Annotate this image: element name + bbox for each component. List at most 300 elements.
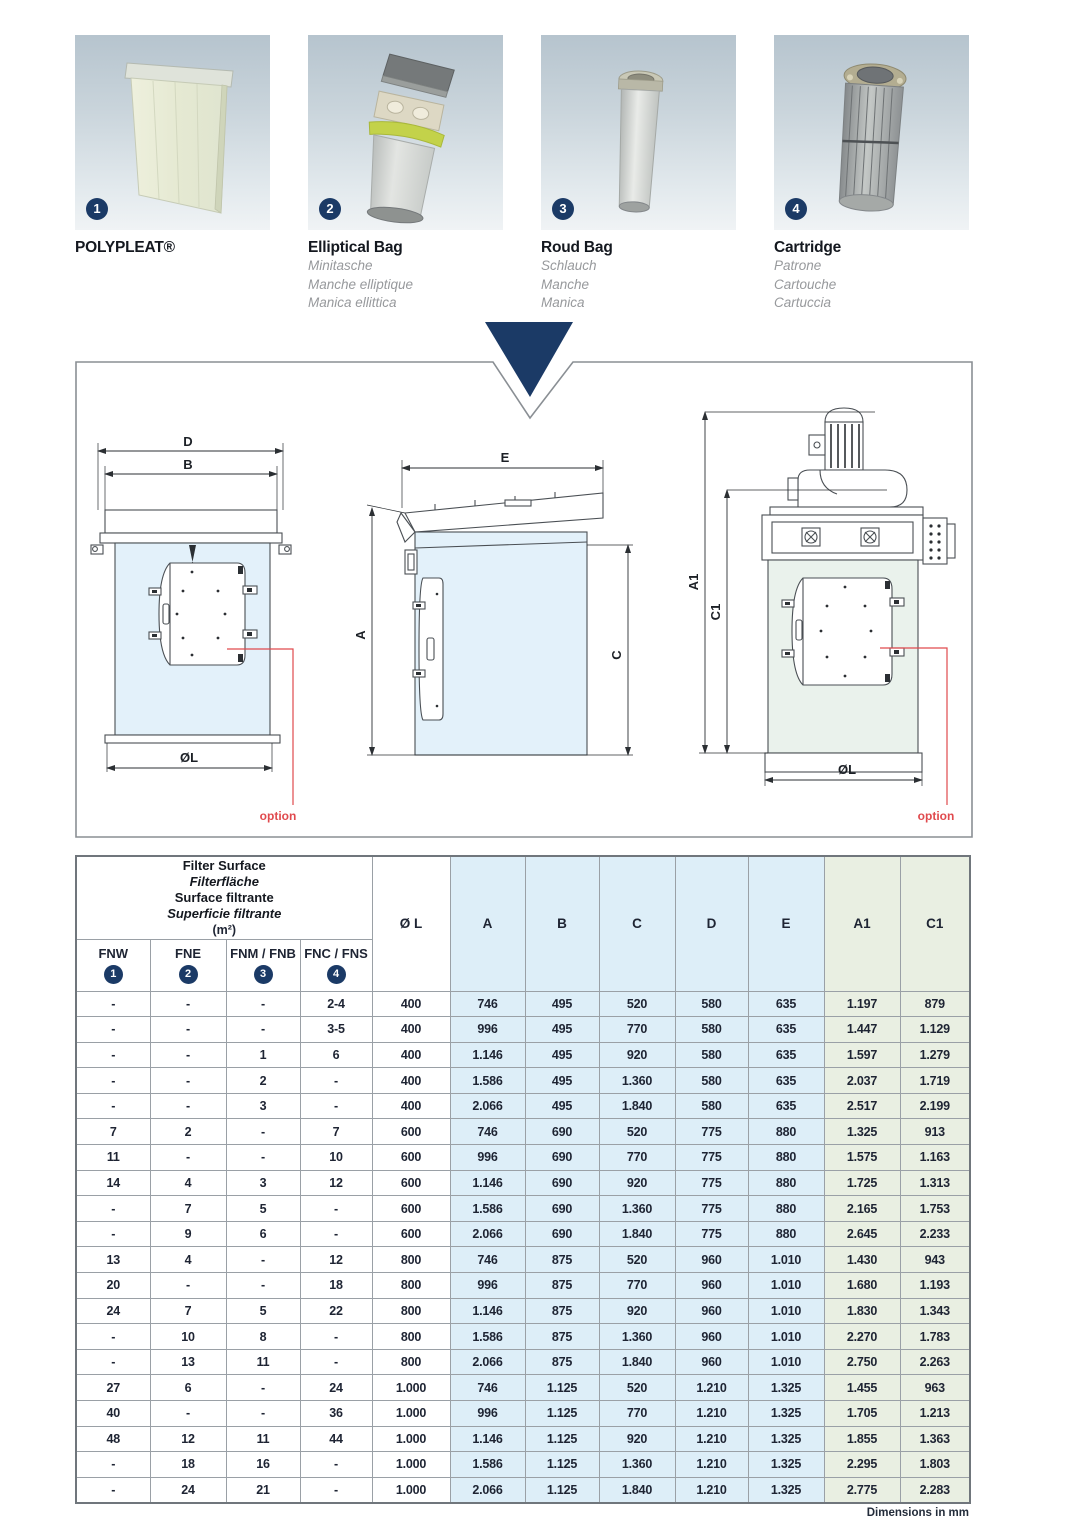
table-cell: 1.803 [900,1452,970,1478]
product-subtitle: Minitasche [308,258,373,273]
table-cell: 690 [525,1221,599,1247]
model-label: FNC / FNS [304,946,368,961]
product-badge-3: 3 [552,198,574,220]
table-cell: 1.210 [675,1452,748,1478]
col-header-diameter: Ø L [372,856,450,991]
product-card-elliptical-bag [308,35,503,313]
table-cell: - [226,1401,300,1427]
table-cell: 2-4 [300,991,372,1017]
table-cell: 690 [525,1170,599,1196]
table-cell: 1.000 [372,1452,450,1478]
table-cell: 2.165 [824,1196,900,1222]
table-cell: 770 [599,1145,675,1171]
table-cell: 2.233 [900,1221,970,1247]
table-cell: 1.210 [675,1426,748,1452]
table-cell: 1.325 [824,1119,900,1145]
header-unit: (m²) [212,923,237,938]
table-cell: 1.586 [450,1196,525,1222]
table-cell: 11 [76,1145,150,1171]
table-cell: 400 [372,1017,450,1043]
col-header-c: C [599,856,675,991]
col-header-e: E [748,856,824,991]
table-cell: 1.197 [824,991,900,1017]
product-image-round-bag [541,35,736,230]
table-cell: 400 [372,1068,450,1094]
table-cell: 875 [525,1298,599,1324]
table-cell: 746 [450,1247,525,1273]
table-cell: - [76,1093,150,1119]
table-cell: - [76,1196,150,1222]
table-cell: 2.066 [450,1477,525,1503]
table-cell: 1.363 [900,1426,970,1452]
table-cell: 996 [450,1273,525,1299]
table-cell: 7 [300,1119,372,1145]
dimension-table-section [75,855,969,1519]
table-cell: 520 [599,1247,675,1273]
table-row [76,1426,970,1452]
table-cell: 1.193 [900,1273,970,1299]
table-cell: 1.325 [748,1477,824,1503]
table-cell: 1.830 [824,1298,900,1324]
table-cell: 920 [599,1042,675,1068]
table-cell: 690 [525,1119,599,1145]
table-cell: - [76,1324,150,1350]
table-cell: 1.455 [824,1375,900,1401]
table-cell: 1.125 [525,1426,599,1452]
table-cell: - [150,991,226,1017]
table-cell: 963 [900,1375,970,1401]
table-cell: 880 [748,1196,824,1222]
table-cell: 1.313 [900,1170,970,1196]
table-cell: 996 [450,1145,525,1171]
table-cell: 1.360 [599,1452,675,1478]
table-cell: 1.010 [748,1349,824,1375]
product-title-cartridge: Cartridge [774,239,842,256]
table-cell: 746 [450,1119,525,1145]
table-cell: 36 [300,1401,372,1427]
table-cell: 775 [675,1221,748,1247]
table-cell: 1.343 [900,1298,970,1324]
table-cell: 520 [599,991,675,1017]
product-title-round-bag: Roud Bag [541,239,613,256]
table-cell: 1.855 [824,1426,900,1452]
col-header-fnm-fnb [226,939,300,991]
table-cell: 580 [675,1093,748,1119]
table-cell: 880 [748,1119,824,1145]
table-cell: 10 [300,1145,372,1171]
dimension-table [75,855,971,1504]
table-row [76,1119,970,1145]
table-cell: - [76,1477,150,1503]
filter-surface-header [76,856,372,939]
product-subtitle: Schlauch [541,258,597,273]
table-cell: 600 [372,1221,450,1247]
table-cell: 1.325 [748,1452,824,1478]
product-image-polypleat [75,35,270,230]
table-cell: 800 [372,1324,450,1350]
table-cell: - [150,1093,226,1119]
table-cell: 4 [150,1170,226,1196]
table-cell: 40 [76,1401,150,1427]
table-cell: 635 [748,1093,824,1119]
table-row [76,1247,970,1273]
table-cell: 1.360 [599,1324,675,1350]
table-row [76,1017,970,1043]
table-cell: 580 [675,991,748,1017]
product-title-elliptical-bag: Elliptical Bag [308,239,403,256]
table-cell: 495 [525,1042,599,1068]
col-header-c1: C1 [900,856,970,991]
table-cell: 1.000 [372,1426,450,1452]
table-cell: 1.586 [450,1452,525,1478]
table-cell: - [226,1119,300,1145]
dim-label-diameter-front: ØL [179,750,199,765]
table-cell: - [76,1349,150,1375]
table-cell: 875 [525,1247,599,1273]
model-label: FNW [98,946,129,961]
table-cell: 580 [675,1042,748,1068]
table-cell: 960 [675,1273,748,1299]
table-cell: 746 [450,991,525,1017]
table-cell: - [226,1145,300,1171]
table-cell: 960 [675,1324,748,1350]
table-cell: 2.066 [450,1093,525,1119]
table-cell: 3 [226,1093,300,1119]
table-cell: 7 [76,1119,150,1145]
table-cell: 1.000 [372,1401,450,1427]
col-header-fnw [76,939,150,991]
table-cell: 775 [675,1196,748,1222]
table-cell: 2 [226,1068,300,1094]
model-badge-4: 4 [327,965,346,984]
table-cell: - [300,1221,372,1247]
table-cell: 1.325 [748,1426,824,1452]
table-cell: 770 [599,1401,675,1427]
table-row [76,1196,970,1222]
table-row [76,1068,970,1094]
table-cell: 1.753 [900,1196,970,1222]
table-cell: - [150,1145,226,1171]
table-cell: 2.270 [824,1324,900,1350]
table-cell: 27 [76,1375,150,1401]
table-cell: - [226,1247,300,1273]
table-cell: 1.010 [748,1324,824,1350]
col-header-a1: A1 [824,856,900,991]
table-cell: - [150,1017,226,1043]
dim-label-a: A [353,630,368,640]
table-cell: 2.295 [824,1452,900,1478]
table-cell: 2.645 [824,1221,900,1247]
table-cell: 2.517 [824,1093,900,1119]
table-cell: 800 [372,1349,450,1375]
table-row [76,1221,970,1247]
table-cell: 1.325 [748,1375,824,1401]
table-row [76,1170,970,1196]
table-cell: 400 [372,1042,450,1068]
model-badge-3: 3 [254,965,273,984]
table-cell: 1.010 [748,1273,824,1299]
table-cell: 800 [372,1273,450,1299]
model-label: FNM / FNB [230,946,296,961]
table-cell: - [300,1093,372,1119]
table-cell: 690 [525,1145,599,1171]
product-card-cartridge [774,35,969,313]
table-cell: 1.430 [824,1247,900,1273]
dim-label-c: C [609,650,624,660]
table-cell: 1.125 [525,1477,599,1503]
table-cell: 1.010 [748,1247,824,1273]
table-cell: 1.125 [525,1375,599,1401]
table-cell: 2.775 [824,1477,900,1503]
table-cell: 1.586 [450,1324,525,1350]
table-cell: 880 [748,1221,824,1247]
table-cell: 1.146 [450,1042,525,1068]
table-cell: 1.146 [450,1170,525,1196]
table-cell: 775 [675,1119,748,1145]
table-cell: 960 [675,1298,748,1324]
table-cell: 1.840 [599,1221,675,1247]
header-line-fr: Surface filtrante [174,889,274,905]
table-cell: 5 [226,1298,300,1324]
product-subtitle: Cartouche [774,276,837,292]
table-cell: - [76,1221,150,1247]
table-cell: 913 [900,1119,970,1145]
table-cell: 775 [675,1170,748,1196]
table-cell: 2 [150,1119,226,1145]
table-cell: 1.680 [824,1273,900,1299]
table-cell: 635 [748,1068,824,1094]
table-row [76,1093,970,1119]
table-cell: 943 [900,1247,970,1273]
table-cell: 1.210 [675,1401,748,1427]
table-cell: 11 [226,1426,300,1452]
table-cell: 5 [226,1196,300,1222]
table-cell: 690 [525,1196,599,1222]
table-cell: 635 [748,1017,824,1043]
table-cell: 1.163 [900,1145,970,1171]
table-cell: 1.000 [372,1477,450,1503]
table-cell: 18 [150,1452,226,1478]
table-cell: 6 [150,1375,226,1401]
table-cell: 520 [599,1119,675,1145]
table-cell: - [150,1042,226,1068]
product-subtitle: Manica ellittica [308,295,397,311]
table-cell: 920 [599,1170,675,1196]
table-cell: 12 [150,1426,226,1452]
table-cell: 520 [599,1375,675,1401]
table-cell: 3-5 [300,1017,372,1043]
table-cell: 12 [300,1247,372,1273]
header-line-de: Filterfläche [189,873,259,889]
product-subtitle: Manche [541,276,590,292]
table-cell: 8 [226,1324,300,1350]
table-cell: 21 [226,1477,300,1503]
table-cell: 10 [150,1324,226,1350]
product-badge-1: 1 [86,198,108,220]
table-cell: 879 [900,991,970,1017]
table-row [76,1477,970,1503]
table-row [76,1298,970,1324]
option-label-left: option [259,809,297,823]
product-subtitle: Manche elliptique [308,276,414,292]
table-cell: - [300,1477,372,1503]
table-cell: 1.000 [372,1375,450,1401]
table-row [76,1349,970,1375]
table-cell: 13 [76,1247,150,1273]
model-badge-1: 1 [104,965,123,984]
col-header-d: D [675,856,748,991]
model-label: FNE [175,946,201,961]
product-subtitle: Cartuccia [774,295,832,311]
table-cell: 1.705 [824,1401,900,1427]
table-cell: 960 [675,1247,748,1273]
table-cell: 9 [150,1221,226,1247]
table-cell: 775 [675,1145,748,1171]
table-cell: - [226,1375,300,1401]
table-cell: 24 [150,1477,226,1503]
table-body [76,991,970,1503]
table-cell: 1.146 [450,1298,525,1324]
col-header-a: A [450,856,525,991]
table-cell: 3 [226,1170,300,1196]
product-image-cartridge [774,35,969,230]
table-cell: 580 [675,1068,748,1094]
table-cell: 920 [599,1426,675,1452]
table-cell: 1.840 [599,1349,675,1375]
table-cell: 580 [675,1017,748,1043]
table-cell: 14 [76,1170,150,1196]
table-cell: 2.037 [824,1068,900,1094]
table-cell: 1.146 [450,1426,525,1452]
table-cell: 960 [675,1349,748,1375]
table-cell: 1.360 [599,1068,675,1094]
table-cell: 18 [300,1273,372,1299]
table-cell: 2.263 [900,1349,970,1375]
product-badge-2: 2 [319,198,341,220]
table-cell: 1.325 [748,1401,824,1427]
col-header-fne [150,939,226,991]
table-cell: - [76,1068,150,1094]
table-cell: 635 [748,1042,824,1068]
table-cell: 600 [372,1145,450,1171]
table-cell: - [226,991,300,1017]
table-row [76,1042,970,1068]
table-cell: - [150,1401,226,1427]
dim-label-a1: A1 [686,573,701,591]
table-cell: 996 [450,1401,525,1427]
dimensions-footnote: Dimensions in mm [866,1506,969,1519]
table-cell: 1.279 [900,1042,970,1068]
table-cell: - [76,1042,150,1068]
table-cell: 48 [76,1426,150,1452]
table-group-header-row [76,856,970,939]
table-cell: 495 [525,991,599,1017]
table-cell: - [150,1068,226,1094]
table-cell: 24 [76,1298,150,1324]
table-row [76,1273,970,1299]
table-cell: 6 [300,1042,372,1068]
product-card-polypleat [75,35,270,313]
table-row [76,1145,970,1171]
table-cell: 400 [372,991,450,1017]
product-badge-4: 4 [785,198,807,220]
table-cell: 635 [748,991,824,1017]
header-line-en: Filter Surface [182,858,266,874]
table-row [76,1452,970,1478]
table-cell: 880 [748,1170,824,1196]
model-badge-2: 2 [179,965,198,984]
table-cell: 22 [300,1298,372,1324]
table-cell: 1.447 [824,1017,900,1043]
table-cell: - [300,1196,372,1222]
table-cell: 2.283 [900,1477,970,1503]
table-cell: 2.066 [450,1221,525,1247]
table-cell: 1.725 [824,1170,900,1196]
table-cell: 1.213 [900,1401,970,1427]
table-cell: - [76,1452,150,1478]
table-cell: - [150,1273,226,1299]
table-cell: 2.750 [824,1349,900,1375]
table-cell: 875 [525,1273,599,1299]
table-cell: 1.575 [824,1145,900,1171]
table-cell: 1.719 [900,1068,970,1094]
table-cell: 746 [450,1375,525,1401]
table-cell: 24 [300,1375,372,1401]
option-label-right: option [917,809,955,823]
table-cell: 495 [525,1068,599,1094]
table-cell: 12 [300,1170,372,1196]
table-cell: 1 [226,1042,300,1068]
table-cell: 600 [372,1170,450,1196]
technical-drawing-panel [75,310,973,838]
product-subtitle: Patrone [774,258,822,273]
product-card-round-bag [541,35,736,313]
product-title-polypleat: POLYPLEAT® [75,239,175,256]
dim-label-diameter-rear: ØL [837,762,857,777]
dim-label-b: B [183,457,193,472]
dim-label-c1: C1 [708,603,723,621]
table-cell: 996 [450,1017,525,1043]
table-cell: 1.125 [525,1401,599,1427]
table-cell: 875 [525,1349,599,1375]
table-cell: 1.210 [675,1375,748,1401]
table-cell: - [300,1349,372,1375]
table-cell: 2.199 [900,1093,970,1119]
technical-drawing [75,310,973,838]
table-cell: 600 [372,1196,450,1222]
table-cell: 1.586 [450,1068,525,1094]
table-cell: 1.840 [599,1093,675,1119]
table-cell: 7 [150,1298,226,1324]
table-cell: 6 [226,1221,300,1247]
table-cell: - [300,1068,372,1094]
table-cell: 16 [226,1452,300,1478]
table-cell: 13 [150,1349,226,1375]
table-cell: 1.129 [900,1017,970,1043]
table-cell: 770 [599,1017,675,1043]
table-cell: 1.210 [675,1477,748,1503]
table-cell: 600 [372,1119,450,1145]
table-cell: - [300,1452,372,1478]
col-header-b: B [525,856,599,991]
table-cell: 7 [150,1196,226,1222]
table-cell: 11 [226,1349,300,1375]
table-cell: 44 [300,1426,372,1452]
table-cell: - [226,1273,300,1299]
table-cell: 1.840 [599,1477,675,1503]
table-row [76,991,970,1017]
table-cell: 800 [372,1247,450,1273]
